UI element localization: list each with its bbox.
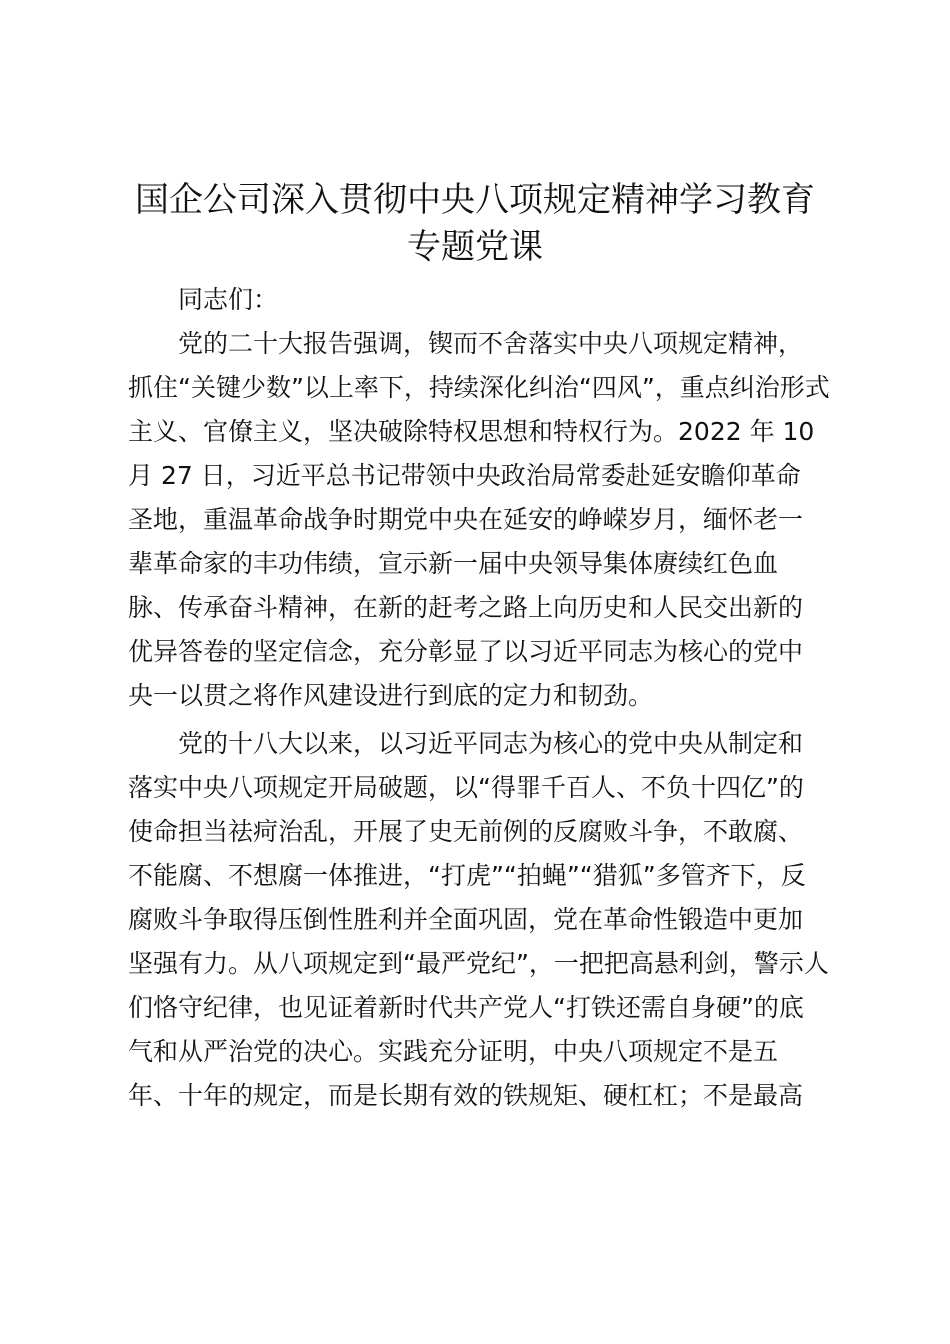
paragraph-2-line: 们恪守纪律，也见证着新时代共产党人“打铁还需自身硬”的底 bbox=[128, 993, 804, 1022]
paragraph-2-line: 不能腐、不想腐一体推进，“打虎”“拍蝇”“猎狐”多管齐下，反 bbox=[128, 861, 806, 890]
paragraph-2-line: 党的十八大以来，以习近平同志为核心的党中央从制定和 bbox=[178, 729, 804, 758]
document-title-line-2: 专题党课 bbox=[407, 227, 543, 267]
paragraph-1-line: 圣地，重温革命战争时期党中央在延安的峥嵘岁月，缅怀老一 bbox=[128, 505, 804, 534]
paragraph-1-line: 主义、官僚主义，坚决破除特权思想和特权行为。2022 年 10 bbox=[128, 417, 815, 446]
paragraph-2-line: 年、十年的规定，而是长期有效的铁规矩、硬杠杠；不是最高 bbox=[128, 1081, 804, 1110]
paragraph-2-line: 气和从严治党的决心。实践充分证明，中央八项规定不是五 bbox=[128, 1037, 779, 1066]
paragraph-2-line: 使命担当祛疴治乱，开展了史无前例的反腐败斗争，不敢腐、 bbox=[128, 817, 804, 846]
paragraph-1-line: 优异答卷的坚定信念，充分彰显了以习近平同志为核心的党中 bbox=[128, 637, 804, 666]
paragraph-1-line: 党的二十大报告强调，锲而不舍落实中央八项规定精神， bbox=[178, 329, 804, 358]
paragraph-2-line: 腐败斗争取得压倒性胜利并全面巩固，党在革命性锻造中更加 bbox=[128, 905, 804, 934]
paragraph-1-line: 月 27 日，习近平总书记带领中央政治局常委赴延安瞻仰革命 bbox=[128, 461, 801, 490]
paragraph-1-line: 脉、传承奋斗精神，在新的赶考之路上向历史和人民交出新的 bbox=[128, 593, 804, 622]
document-title-line-1: 国企公司深入贯彻中央八项规定精神学习教育 bbox=[135, 180, 815, 220]
paragraph-1-line: 辈革命家的丰功伟绩，宣示新一届中央领导集体赓续红色血 bbox=[128, 549, 779, 578]
paragraph-1-line: 央一以贯之将作风建设进行到底的定力和韧劲。 bbox=[128, 681, 654, 710]
paragraph-2-line: 落实中央八项规定开局破题，以“得罪千百人、不负十四亿”的 bbox=[128, 773, 804, 802]
paragraph-1-line: 抓住“关键少数”以上率下，持续深化纠治“四风”，重点纠治形式 bbox=[128, 373, 830, 402]
salutation: 同志们： bbox=[178, 285, 279, 314]
paragraph-2-line: 坚强有力。从八项规定到“最严党纪”，一把把高悬利剑，警示人 bbox=[128, 949, 829, 978]
